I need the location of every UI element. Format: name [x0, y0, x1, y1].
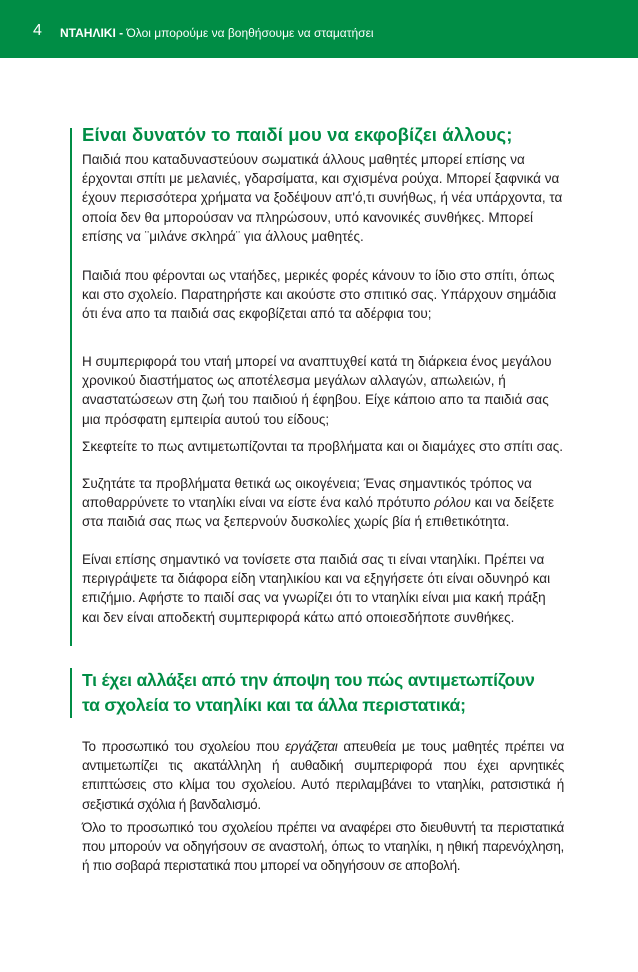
- section2-heading-line1: Τι έχει αλλάξει από την άποψη του πώς αντιμετωπίζουν: [82, 670, 535, 690]
- section1-paragraph-2: Παιδιά που φέρονται ως νταήδες, μερικές φορές κάνουν το ίδιο στο σπίτι, όπως και στο σχολείο. Παρατηρήστε και ακούστε στο σπιτικό σας. Υπάρχουν σημάδια ότι ένα απο τα παιδιά σας εκφοβίζεται από τα αδέρφια του;: [82, 268, 557, 322]
- section2-heading: [82, 668, 535, 718]
- section1-heading: Είναι δυνατόν το παιδί μου να εκφοβίζει άλλους;: [82, 124, 513, 145]
- section1-accent-bar: [70, 128, 72, 646]
- section2-paragraph-1-rest: απευθεία με τους μαθητές πρέπει να αντιμετωπίζει τις ακατάλληλη ή αυθαδική συμπεριφορά που έχει αρνητικές επιπτώσεις στο κλίμα του σχολείου. Αυτό περιλαμβάνει το νταηλίκι, ρατσιστικά ή σεξιστικά σχόλια ή βανδαλισμό.: [82, 739, 564, 812]
- section1-paragraph-5-text: Συζητάτε τα προβλήματα θετικά ως οικογένεια; Ένας σημαντικός τρόπος να αποθαρρύνετε το νταηλίκι είναι να είστε ένα καλό πρότυπο: [82, 476, 532, 511]
- section2-paragraph-1-em: εργάζεται: [285, 739, 338, 754]
- section1-paragraph-4: Σκεφτείτε το πως αντιμετωπίζονται τα προβλήματα και οι διαμάχες στο σπίτι σας.: [82, 439, 563, 454]
- section1-paragraph-3: Η συμπεριφορά του νταή μπορεί να αναπτυχθεί κατά τη διάρκεια ένος μεγάλου χρονικού διαστήματος ως αποτέλεσμα μεγάλων αλλαγών, απωλειών, ή αναστατώσεων στη ζωή του παιδιού ή έφηβου. Είχε κάποιο απο τα παιδιά σας μια πρόσφατη εμπειρία αυτού του είδους;: [82, 354, 552, 427]
- section2-heading-line2: τα σχολεία το νταηλίκι και τα άλλα περιστατικά;: [82, 695, 466, 715]
- section2-paragraph-2: Όλο το προσωπικό του σχολείου πρέπει να αναφέρει στο διευθυντή τα περιστατικά που μπορούν να οδηγήσουν σε αναστολή, όπως το νταηλίκι, η ηθική παρενόχληση, ή πιο σοβαρά περιστατικά που μπορεί να οδηγήσουν σε αποβολή.: [82, 820, 564, 874]
- header-bar: [0, 0, 638, 58]
- page-number: 4: [33, 22, 42, 39]
- section1-paragraph-5: [82, 474, 564, 532]
- section1-paragraph-6: Είναι επίσης σημαντικό να τονίσετε στα παιδιά σας τι είναι νταηλίκι. Πρέπει να περιγράψετε τα διάφορα είδη νταηλικίου και να εξηγήσετε ότι είναι οδυνηρό και επιζήμιο. Αφήστε το παιδί σας να γνωρίζει ότι το νταηλίκι είναι μια κακή πράξη και δεν είναι αποδεκτή συμπεριφορά κάτω από οποιεσδήποτε συνθήκες.: [82, 552, 551, 625]
- section1-paragraph-1: Παιδιά που καταδυναστεύουν σωματικά άλλους μαθητές μπορεί επίσης να έρχονται σπίτι με μελανιές, γδαρσίματα, και σχισμένα ρούχα. Μπορεί ξαφνικά να έχουν περισσότερα χρήματα να ξοδέψουν απ'ό,τι συνήθως, ή νέα υπάρχοντα, τα οποία δεν θα μπορούσαν να πληρώσουν, υπό κανονικές συνθήκες. Μπορεί επίσης να ¨μιλάνε σκληρά¨ για άλλους μαθητές.: [82, 152, 563, 244]
- running-title: [60, 26, 374, 40]
- section1-paragraph-5-em: ρόλου: [434, 495, 471, 511]
- section1-paragraph-5-rest: και να δείξετε στα παιδιά σας πως να ξεπερνούν δυσκολίες χωρίς βία ή επιθετικότητα.: [82, 495, 555, 530]
- section2-paragraph-1: [82, 737, 564, 814]
- section2-accent-bar: [70, 668, 72, 718]
- running-title-bold: ΝΤΑΗΛΙΚΙ -: [60, 26, 124, 40]
- section2-paragraph-1-start: Το προσωπικό του σχολείου που: [82, 739, 280, 754]
- running-title-rest: Όλοι μπορούμε να βοηθήσουμε να σταματήσει: [126, 26, 374, 40]
